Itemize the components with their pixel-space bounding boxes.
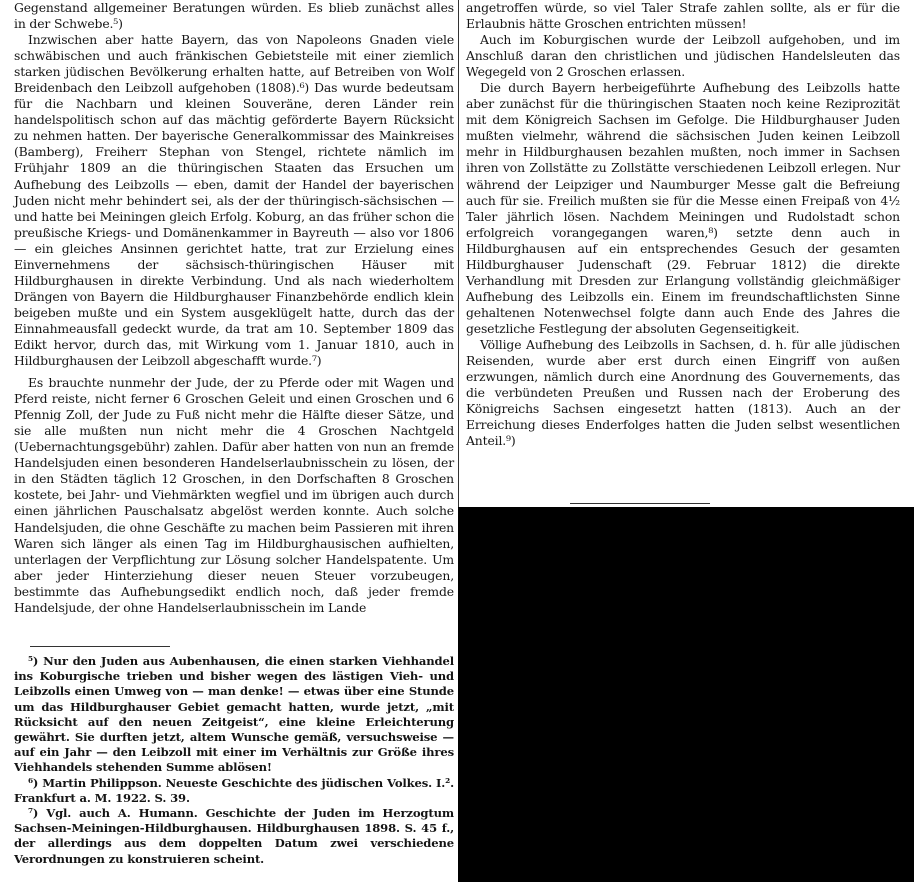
paragraph: angetroffen würde, so viel Taler Strafe zahlen sollte, als er für die Erlaubnis hätte Groschen entrichten müssen! [466,0,900,32]
paragraph: Auch im Koburgischen wurde der Leibzoll aufgehoben, und im Anschluß daran den christlichen und jüdischen Handelsleuten das Wegegeld von 2 Groschen erlassen. [466,32,900,80]
paragraph: Die durch Bayern herbeigeführte Aufhebung des Leibzolls hatte aber zunächst für die thüringischen Staaten noch keine Reziprozität mit dem Königreich Sachsen im Gefolge. Die Hildburghauser Juden mußten vielmehr, während die sächsischen Juden keinen Leibzoll mehr in Hildburghausen bezahlen mußten, noch immer in Sachsen ihren von Zollstätte zu Zollstätte verschiedenen Leibzoll erlegen. Nur während der Leipziger und Naumburger Messe galt die Befreiung auch für sie. Freilich mußten sie für die Messe einen Freipaß von 4½ Taler jährlich lösen. Nachdem Meiningen und Rudolstadt schon erfolgreich vorangegangen waren,⁸) setzte denn auch in Hildburghausen auf ein entsprechendes Gesuch der gesamten Hildburghauser Judenschaft (29. Februar 1812) die direkte Verhandlung mit Dresden zur Erlangung vollständig gleichmäßiger Aufhebung des Leibzolls ein. Einem im freundschaftlichsten Sinne gehaltenen Notenwechsel folgte dann auch Ende des Jahres die gesetzliche Festlegung der absoluten Gegenseitigkeit. [466,80,900,336]
paragraph: Völlige Aufhebung des Leibzolls in Sachsen, d. h. für alle jüdischen Reisenden, wurde aber erst durch einen Eingriff von außen erzwungen, nämlich durch eine Anordnung des Gouvernements, das die verbündeten Preußen und Russen nach der Eroberung des Königreichs Sachsen eingesetzt hatten (1813). Auch an der Erreichung dieses Enderfolges hatten die Juden selbst wesentlichen Anteil.⁹) [466,336,900,449]
footnote-separator [30,646,170,647]
left-column [14,0,454,616]
column-end-rule [570,503,710,504]
footnote: ⁵) Nur den Juden aus Aubenhausen, die einen starken Viehhandel ins Koburgische trieben und bisher wegen des lästigen Vieh- und Leibzolls einen Umweg von — man denke! — etwas über eine Stunde um das Hildburghauser Gebiet gemacht hatten, wurde jetzt, „mit Rücksicht auf den neuen Zeitgeist“, eine kleine Erleichterung gewährt. Sie durften jetzt, altem Wunsche gemäß, versuchsweise — auf ein Jahr — den Leibzoll mit einer im Verhältnis zur Größe ihres Viehhandels stehenden Summe ablösen! [14,654,454,775]
footnotes [14,654,454,867]
column-divider [458,0,459,507]
footnote: ⁶) Martin Philippson. Neueste Geschichte des jüdischen Volkes. I.². Frankfurt a. M. 1922. S. 39. [14,775,454,805]
right-column [466,0,900,449]
paragraph: Es brauchte nunmehr der Jude, der zu Pferde oder mit Wagen und Pferd reiste, nicht ferner 6 Groschen Geleit und einen Groschen und 6 Pfennig Zoll, der Jude zu Fuß nicht mehr die Hälfte dieser Sätze, und sie alle mußten nun nicht mehr die 4 Groschen Nachtgeld (Uebernachtungsgebühr) zahlen. Dafür aber hatten von nun an fremde Handelsjuden einen besonderen Handelserlaubnisschein zu lösen, der in den Städten täglich 12 Groschen, in den Dorfschaften 8 Groschen kostete, bei Jahr- und Viehmärkten wegfiel und im übrigen auch durch einen jährlichen Pauschalsatz abgelöst werden konnte. Auch solche Handelsjuden, die ohne Geschäfte zu machen beim Passieren mit ihren Waren sich länger als einen Tag im Hildburghausischen aufhielten, unterlagen der Verpflichtung zur Lösung solcher Handelspatente. Um aber jeder Hinterziehung dieser neuen Steuer vorzubeugen, bestimmte das Aufhebungsedikt endlich noch, daß jeder fremde Handelsjude, der ohne Handelserlaubnisschein im Lande [14,375,454,615]
black-scan-area [458,507,914,882]
paragraph: Inzwischen aber hatte Bayern, das von Napoleons Gnaden viele schwäbischen und auch fränkischen Gebietsteile mit einer ziemlich starken jüdischen Bevölkerung erhalten hatte, auf Betreiben von Wolf Breidenbach den Leibzoll aufgehoben (1808).⁶) Das wurde bedeutsam für die Nachbarn und kleinen Souveräne, deren Länder rein handelspolitisch schon auf das mächtig geförderte Bayern Rücksicht zu nehmen hatten. Der bayerische Generalkommissar des Mainkreises (Bamberg), Freiherr Stephan von Stengel, richtete nämlich im Frühjahr 1809 an die thüringischen Staaten das Ersuchen um Aufhebung des Leibzolls — eben, damit der Handel der bayerischen Juden nicht mehr behindert sei, als der der thüringisch-sächsischen — und hatte bei Meiningen gleich Erfolg. Koburg, an das früher schon die preußische Kriegs- und Domänenkammer in Bayreuth — also vor 1806 — ein gleiches Ansinnen gerichtet hatte, trat zur Erzielung eines Einvernehmens der sächsisch-thüringischen Häuser mit Hildburghausen in direkte Verbindung. Und als nach wiederholtem Drängen von Bayern die Hildburghauser Finanzbehörde endlich klein beigeben mußte und ein System ausgeklügelt hatte, durch das der Einnahmeausfall gedeckt wurde, da trat am 10. September 1809 das Edikt hervor, durch das, mit Wirkung vom 1. Januar 1810, auch in Hildburghausen der Leibzoll abgeschafft wurde.⁷) [14,32,454,369]
footnote: ⁷) Vgl. auch A. Humann. Geschichte der Juden im Herzogtum Sachsen-Meiningen-Hildburghausen. Hildburghausen 1898. S. 45 f., der allerdings aus dem doppelten Datum zwei verschiedene Verordnungen zu konstruieren scheint. [14,806,454,866]
paragraph: Gegenstand allgemeiner Beratungen würden. Es blieb zunächst alles in der Schwebe.⁵) [14,0,454,32]
